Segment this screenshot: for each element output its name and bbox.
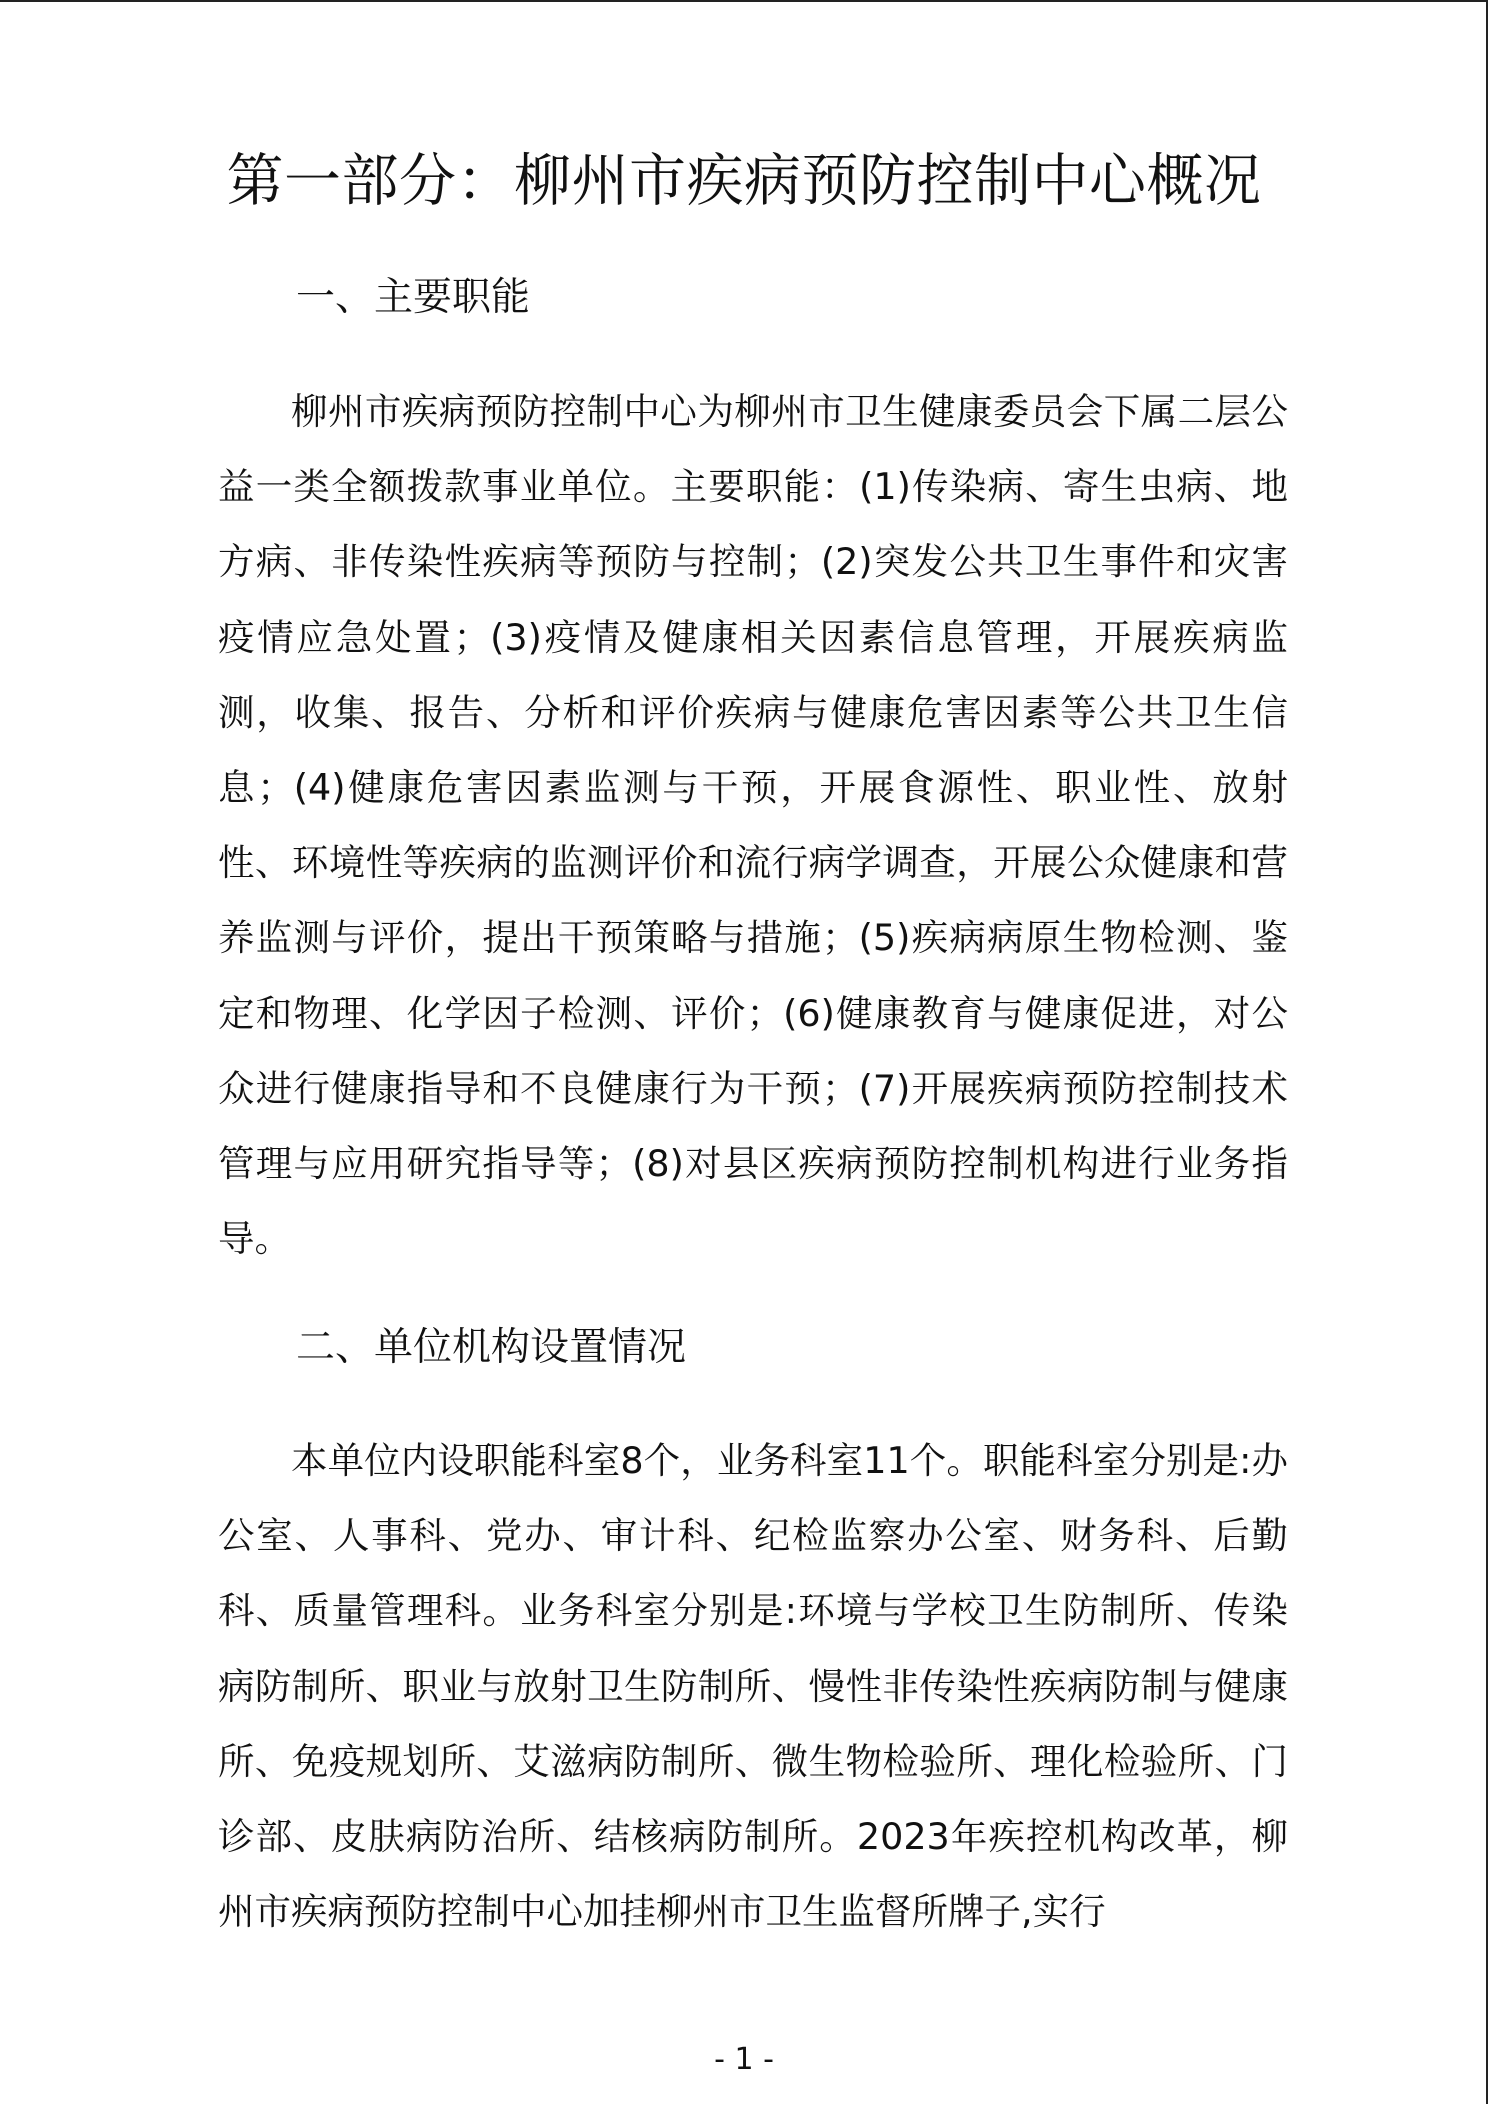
paragraph-organization: 本单位内设职能科室8个，业务科室11个。职能科室分别是:办公室、人事科、党办、审计科、纪检监察办公室、财务科、后勤科、质量管理科。业务科室分别是:环境与学校卫生防制所、传染病防制所、职业与放射卫生防制所、慢性非传染性疾病防制与健康所、免疫规划所、艾滋病防制所、微生物检验所、理化检验所、门诊部、皮肤病防治所、结核病防制所。2023年疾控机构改革，柳州市疾病预防控制中心加挂柳州市卫生监督所牌子,实行 xyxy=(218,1439,1288,1934)
page-border-top xyxy=(0,0,1488,2)
page-number: - 1 - xyxy=(714,2042,774,2077)
section-heading-organization: 二、单位机构设置情况 xyxy=(296,1325,687,1370)
document-title: 第一部分：柳州市疾病预防控制中心概况 xyxy=(226,148,1262,214)
section-heading-main-functions: 一、主要职能 xyxy=(296,275,531,320)
paragraph-main-functions: 柳州市疾病预防控制中心为柳州市卫生健康委员会下属二层公益一类全额拨款事业单位。主要职能：(1)传染病、寄生虫病、地方病、非传染性疾病等预防与控制；(2)突发公共卫生事件和灾害疫情应急处置；(3)疫情及健康相关因素信息管理，开展疾病监测，收集、报告、分析和评价疾病与健康危害因素等公共卫生信息；(4)健康危害因素监测与干预，开展食源性、职业性、放射性、环境性等疾病的监测评价和流行病学调查，开展公众健康和营养监测与评价，提出干预策略与措施；(5)疾病病原生物检测、鉴定和物理、化学因子检测、评价；(6)健康教育与健康促进，对公众进行健康指导和不良健康行为干预；(7)开展疾病预防控制技术管理与应用研究指导等；(8)对县区疾病预防控制机构进行业务指导。 xyxy=(218,390,1288,1261)
